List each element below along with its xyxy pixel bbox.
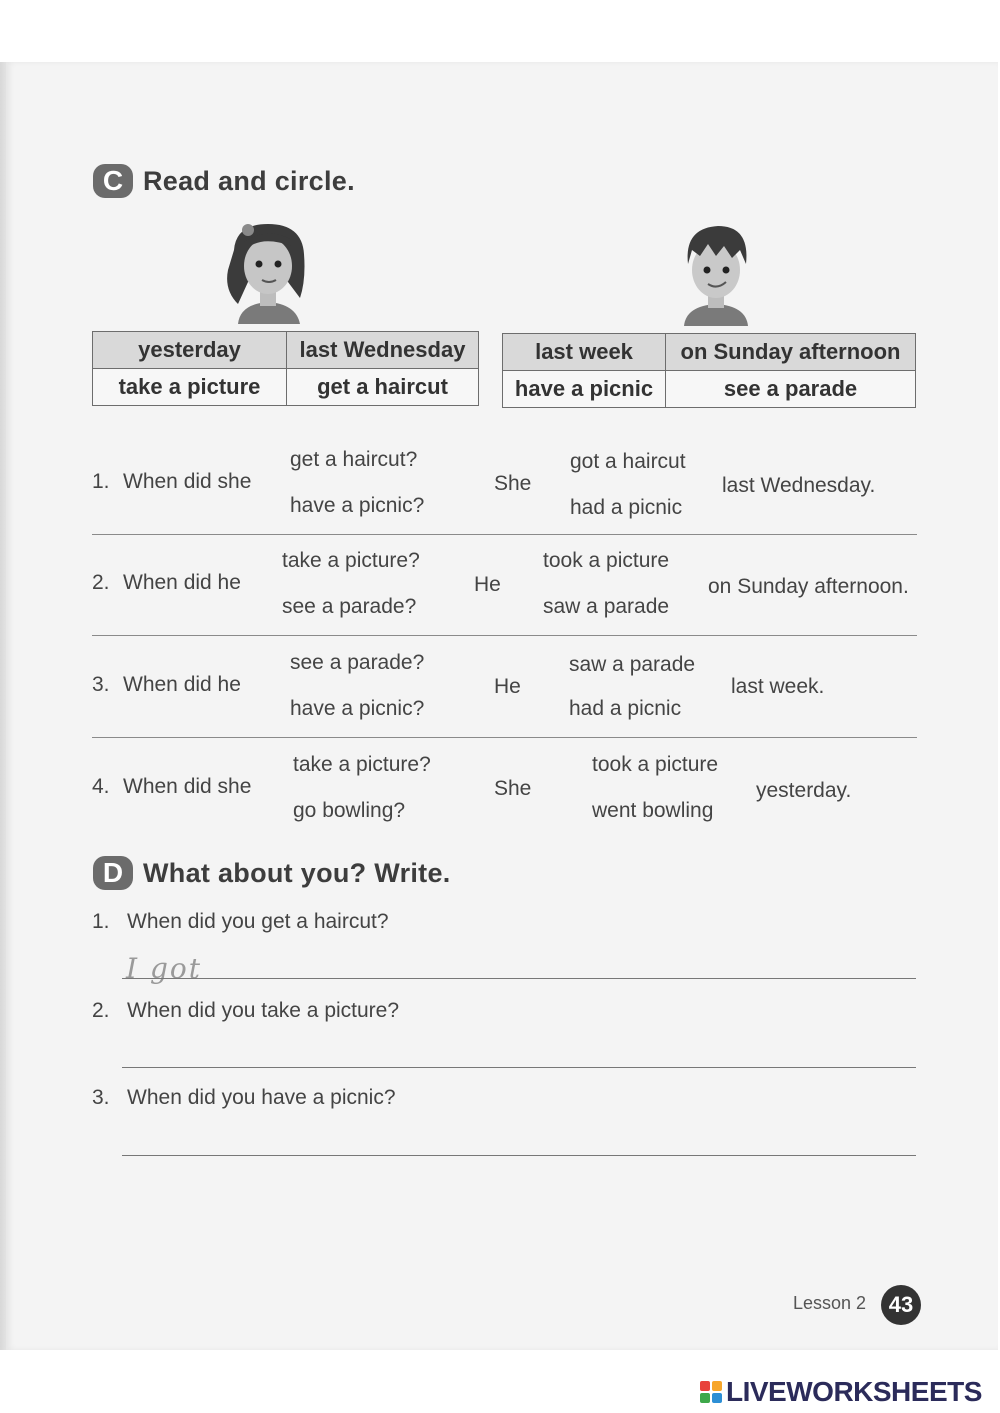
answer-subject: She bbox=[494, 777, 532, 800]
write-question-1 bbox=[92, 910, 389, 934]
answer-time: last week. bbox=[731, 675, 825, 698]
circle-option-a[interactable]: take a picture? bbox=[293, 753, 431, 776]
section-d-badge: D bbox=[93, 856, 133, 890]
section-c-badge: C bbox=[93, 164, 133, 198]
circle-option-a[interactable]: take a picture? bbox=[282, 549, 420, 572]
lesson-label: Lesson 2 bbox=[793, 1293, 867, 1313]
girl-illustration bbox=[218, 220, 318, 326]
question-text: When did she bbox=[123, 470, 252, 493]
answer-subject: He bbox=[494, 675, 521, 698]
circle-option-a[interactable]: see a parade? bbox=[290, 651, 425, 674]
circle-option-b[interactable]: go bowling? bbox=[293, 799, 406, 822]
boy-info-table bbox=[502, 333, 916, 408]
table-cell: last Wednesday bbox=[287, 332, 479, 369]
question-row-2 bbox=[92, 535, 917, 636]
question-number: 1. bbox=[92, 910, 110, 933]
table-cell: see a parade bbox=[666, 371, 916, 408]
circle-answer-a[interactable]: took a picture bbox=[592, 753, 719, 776]
handwritten-answer: I got bbox=[126, 952, 202, 985]
answer-time: yesterday. bbox=[756, 779, 852, 802]
question-text: When did you get a haircut? bbox=[127, 910, 389, 933]
circle-answer-b[interactable]: had a picnic bbox=[570, 496, 683, 519]
circle-answer-b[interactable]: had a picnic bbox=[569, 697, 682, 720]
brand-logo-icon bbox=[700, 1381, 722, 1403]
table-cell: on Sunday afternoon bbox=[666, 334, 916, 371]
question-row-4 bbox=[92, 739, 917, 839]
circle-answer-b[interactable]: saw a parade bbox=[543, 595, 670, 618]
question-text: When did she bbox=[123, 775, 252, 798]
question-number: 4. bbox=[92, 775, 110, 798]
write-question-3 bbox=[92, 1086, 396, 1110]
section-c-header bbox=[93, 164, 355, 198]
liveworksheets-brand[interactable] bbox=[700, 1376, 982, 1408]
question-text: When did you have a picnic? bbox=[127, 1086, 396, 1109]
answer-line-2[interactable] bbox=[122, 1067, 916, 1068]
table-cell: have a picnic bbox=[503, 371, 666, 408]
section-c-title: Read and circle. bbox=[143, 165, 355, 196]
circle-answer-a[interactable]: saw a parade bbox=[569, 653, 696, 676]
answer-subject: He bbox=[474, 573, 501, 596]
table-cell: get a haircut bbox=[287, 369, 479, 406]
section-d-title: What about you? Write. bbox=[143, 857, 451, 888]
question-row-1 bbox=[92, 434, 917, 535]
brand-name: LIVEWORKSHEETS bbox=[726, 1376, 982, 1407]
question-text: When did he bbox=[123, 571, 241, 594]
answer-time: on Sunday afternoon. bbox=[708, 575, 909, 598]
circle-option-a[interactable]: get a haircut? bbox=[290, 448, 418, 471]
circle-option-b[interactable]: see a parade? bbox=[282, 595, 417, 618]
question-number: 3. bbox=[92, 673, 110, 696]
answer-line-1[interactable] bbox=[122, 978, 916, 979]
question-number: 2. bbox=[92, 571, 110, 594]
answer-subject: She bbox=[494, 472, 532, 495]
answer-line-3[interactable] bbox=[122, 1155, 916, 1156]
circle-option-b[interactable]: have a picnic? bbox=[290, 494, 425, 517]
question-number: 3. bbox=[92, 1086, 110, 1109]
boy-illustration bbox=[666, 220, 766, 328]
table-cell: yesterday bbox=[93, 332, 287, 369]
circle-option-b[interactable]: have a picnic? bbox=[290, 697, 425, 720]
question-number: 2. bbox=[92, 999, 110, 1022]
section-d-header bbox=[93, 856, 451, 890]
write-question-2 bbox=[92, 999, 399, 1023]
question-number: 1. bbox=[92, 470, 110, 493]
circle-answer-b[interactable]: went bowling bbox=[592, 799, 714, 822]
circle-answer-a[interactable]: got a haircut bbox=[570, 450, 686, 473]
question-text: When did he bbox=[123, 673, 241, 696]
question-row-3 bbox=[92, 637, 917, 738]
answer-time: last Wednesday. bbox=[722, 474, 876, 497]
table-cell: last week bbox=[503, 334, 666, 371]
circle-answer-a[interactable]: took a picture bbox=[543, 549, 670, 572]
girl-info-table bbox=[92, 331, 479, 406]
question-text: When did you take a picture? bbox=[127, 999, 400, 1022]
table-cell: take a picture bbox=[93, 369, 287, 406]
page-number-badge: 43 bbox=[881, 1285, 921, 1325]
